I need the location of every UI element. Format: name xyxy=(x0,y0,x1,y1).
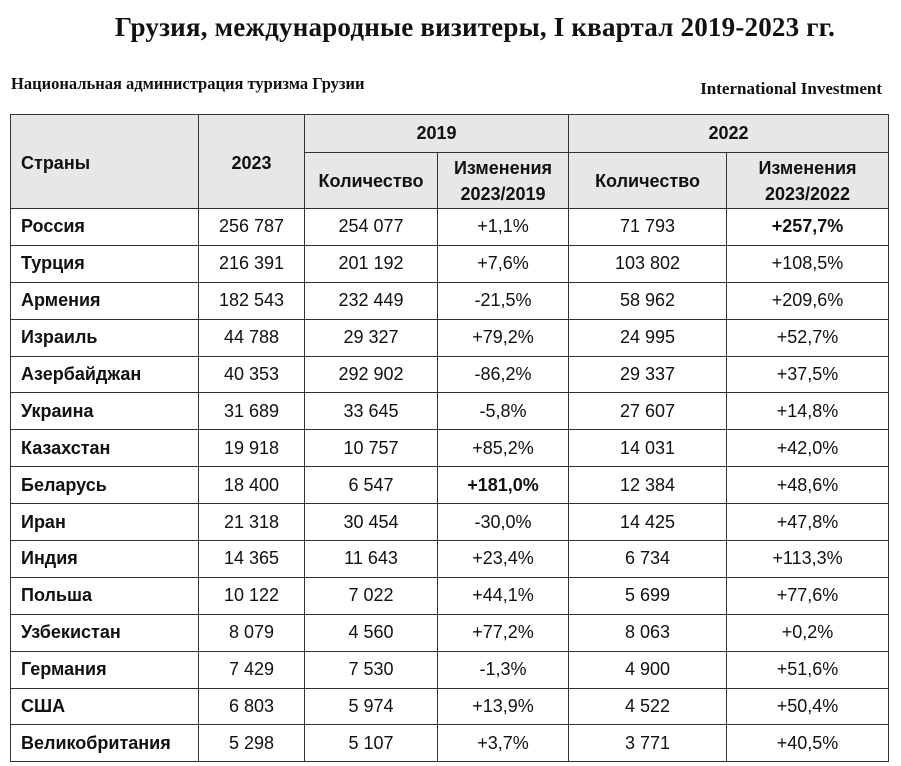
count-2022-cell: 4 900 xyxy=(569,651,727,688)
value-2023-cell: 7 429 xyxy=(199,651,305,688)
change-2019-cell: -30,0% xyxy=(438,504,569,541)
change-2022-cell: +257,7% xyxy=(727,209,889,246)
change-2022-cell: +40,5% xyxy=(727,725,889,762)
header-count-2019: Количество xyxy=(305,153,438,209)
count-2022-cell: 58 962 xyxy=(569,282,727,319)
count-2022-cell: 29 337 xyxy=(569,356,727,393)
count-2019-cell: 6 547 xyxy=(305,467,438,504)
header-change-2022: Изменения 2023/2022 xyxy=(727,153,889,209)
change-2019-cell: -86,2% xyxy=(438,356,569,393)
country-cell: Турция xyxy=(11,245,199,282)
table-row xyxy=(11,577,889,614)
count-2022-cell: 103 802 xyxy=(569,245,727,282)
count-2022-cell: 14 425 xyxy=(569,504,727,541)
country-cell: Германия xyxy=(11,651,199,688)
table-row xyxy=(11,541,889,578)
source-label: Национальная администрация туризма Грузии xyxy=(11,74,365,93)
country-cell: Армения xyxy=(11,282,199,319)
header-count-2022: Количество xyxy=(569,153,727,209)
value-2023-cell: 5 298 xyxy=(199,725,305,762)
header-change-2019: Изменения 2023/2019 xyxy=(438,153,569,209)
table-body xyxy=(11,209,889,762)
change-2019-cell: +44,1% xyxy=(438,577,569,614)
change-2022-cell: +52,7% xyxy=(727,319,889,356)
country-cell: Россия xyxy=(11,209,199,246)
table-row xyxy=(11,282,889,319)
count-2019-cell: 30 454 xyxy=(305,504,438,541)
count-2019-cell: 201 192 xyxy=(305,245,438,282)
table-row xyxy=(11,651,889,688)
country-cell: Казахстан xyxy=(11,430,199,467)
count-2022-cell: 71 793 xyxy=(569,209,727,246)
change-2019-cell: +181,0% xyxy=(438,467,569,504)
country-cell: США xyxy=(11,688,199,725)
country-cell: Иран xyxy=(11,504,199,541)
count-2022-cell: 3 771 xyxy=(569,725,727,762)
table-row xyxy=(11,245,889,282)
count-2019-cell: 11 643 xyxy=(305,541,438,578)
change-2022-cell: +113,3% xyxy=(727,541,889,578)
value-2023-cell: 40 353 xyxy=(199,356,305,393)
value-2023-cell: 10 122 xyxy=(199,577,305,614)
change-2019-cell: +3,7% xyxy=(438,725,569,762)
change-2022-cell: +0,2% xyxy=(727,614,889,651)
change-2019-cell: +13,9% xyxy=(438,688,569,725)
header-country: Страны xyxy=(11,115,199,209)
country-cell: Узбекистан xyxy=(11,614,199,651)
table-row xyxy=(11,688,889,725)
table-row xyxy=(11,614,889,651)
change-2022-cell: +51,6% xyxy=(727,651,889,688)
change-2019-cell: +79,2% xyxy=(438,319,569,356)
header-group-2019: 2019 xyxy=(305,115,569,153)
table-row xyxy=(11,319,889,356)
country-cell: Украина xyxy=(11,393,199,430)
table-row xyxy=(11,430,889,467)
count-2019-cell: 5 107 xyxy=(305,725,438,762)
change-2022-cell: +48,6% xyxy=(727,467,889,504)
count-2022-cell: 24 995 xyxy=(569,319,727,356)
count-2019-cell: 4 560 xyxy=(305,614,438,651)
count-2019-cell: 7 530 xyxy=(305,651,438,688)
change-2022-cell: +14,8% xyxy=(727,393,889,430)
country-cell: Польша xyxy=(11,577,199,614)
value-2023-cell: 19 918 xyxy=(199,430,305,467)
count-2019-cell: 29 327 xyxy=(305,319,438,356)
value-2023-cell: 44 788 xyxy=(199,319,305,356)
table-row xyxy=(11,209,889,246)
count-2022-cell: 27 607 xyxy=(569,393,727,430)
change-2019-cell: -21,5% xyxy=(438,282,569,319)
change-2019-cell: -5,8% xyxy=(438,393,569,430)
page-title: Грузия, международные визитеры, I квартал 2019-2023 гг. xyxy=(114,12,836,42)
count-2022-cell: 14 031 xyxy=(569,430,727,467)
visitors-table xyxy=(10,114,889,762)
count-2019-cell: 254 077 xyxy=(305,209,438,246)
change-2022-cell: +37,5% xyxy=(727,356,889,393)
country-cell: Великобритания xyxy=(11,725,199,762)
change-2019-cell: +7,6% xyxy=(438,245,569,282)
publisher-label: International Investment xyxy=(700,79,882,98)
value-2023-cell: 21 318 xyxy=(199,504,305,541)
value-2023-cell: 216 391 xyxy=(199,245,305,282)
table-row xyxy=(11,393,889,430)
value-2023-cell: 182 543 xyxy=(199,282,305,319)
count-2019-cell: 292 902 xyxy=(305,356,438,393)
count-2022-cell: 6 734 xyxy=(569,541,727,578)
value-2023-cell: 14 365 xyxy=(199,541,305,578)
change-2019-cell: +23,4% xyxy=(438,541,569,578)
header-group-2022: 2022 xyxy=(569,115,889,153)
value-2023-cell: 18 400 xyxy=(199,467,305,504)
count-2022-cell: 5 699 xyxy=(569,577,727,614)
change-2022-cell: +77,6% xyxy=(727,577,889,614)
change-2022-cell: +47,8% xyxy=(727,504,889,541)
count-2022-cell: 12 384 xyxy=(569,467,727,504)
table-header-row xyxy=(11,115,889,153)
change-2022-cell: +50,4% xyxy=(727,688,889,725)
country-cell: Израиль xyxy=(11,319,199,356)
change-2022-cell: +108,5% xyxy=(727,245,889,282)
change-2022-cell: +209,6% xyxy=(727,282,889,319)
change-2019-cell: -1,3% xyxy=(438,651,569,688)
change-2019-cell: +85,2% xyxy=(438,430,569,467)
table-row xyxy=(11,725,889,762)
country-cell: Индия xyxy=(11,541,199,578)
count-2019-cell: 232 449 xyxy=(305,282,438,319)
change-2019-cell: +77,2% xyxy=(438,614,569,651)
table-row xyxy=(11,467,889,504)
count-2022-cell: 8 063 xyxy=(569,614,727,651)
count-2019-cell: 33 645 xyxy=(305,393,438,430)
value-2023-cell: 31 689 xyxy=(199,393,305,430)
table-row xyxy=(11,504,889,541)
count-2019-cell: 7 022 xyxy=(305,577,438,614)
change-2019-cell: +1,1% xyxy=(438,209,569,246)
value-2023-cell: 8 079 xyxy=(199,614,305,651)
count-2022-cell: 4 522 xyxy=(569,688,727,725)
change-2022-cell: +42,0% xyxy=(727,430,889,467)
count-2019-cell: 10 757 xyxy=(305,430,438,467)
country-cell: Азербайджан xyxy=(11,356,199,393)
country-cell: Беларусь xyxy=(11,467,199,504)
header-2023: 2023 xyxy=(199,115,305,209)
table-row xyxy=(11,356,889,393)
count-2019-cell: 5 974 xyxy=(305,688,438,725)
value-2023-cell: 6 803 xyxy=(199,688,305,725)
value-2023-cell: 256 787 xyxy=(199,209,305,246)
